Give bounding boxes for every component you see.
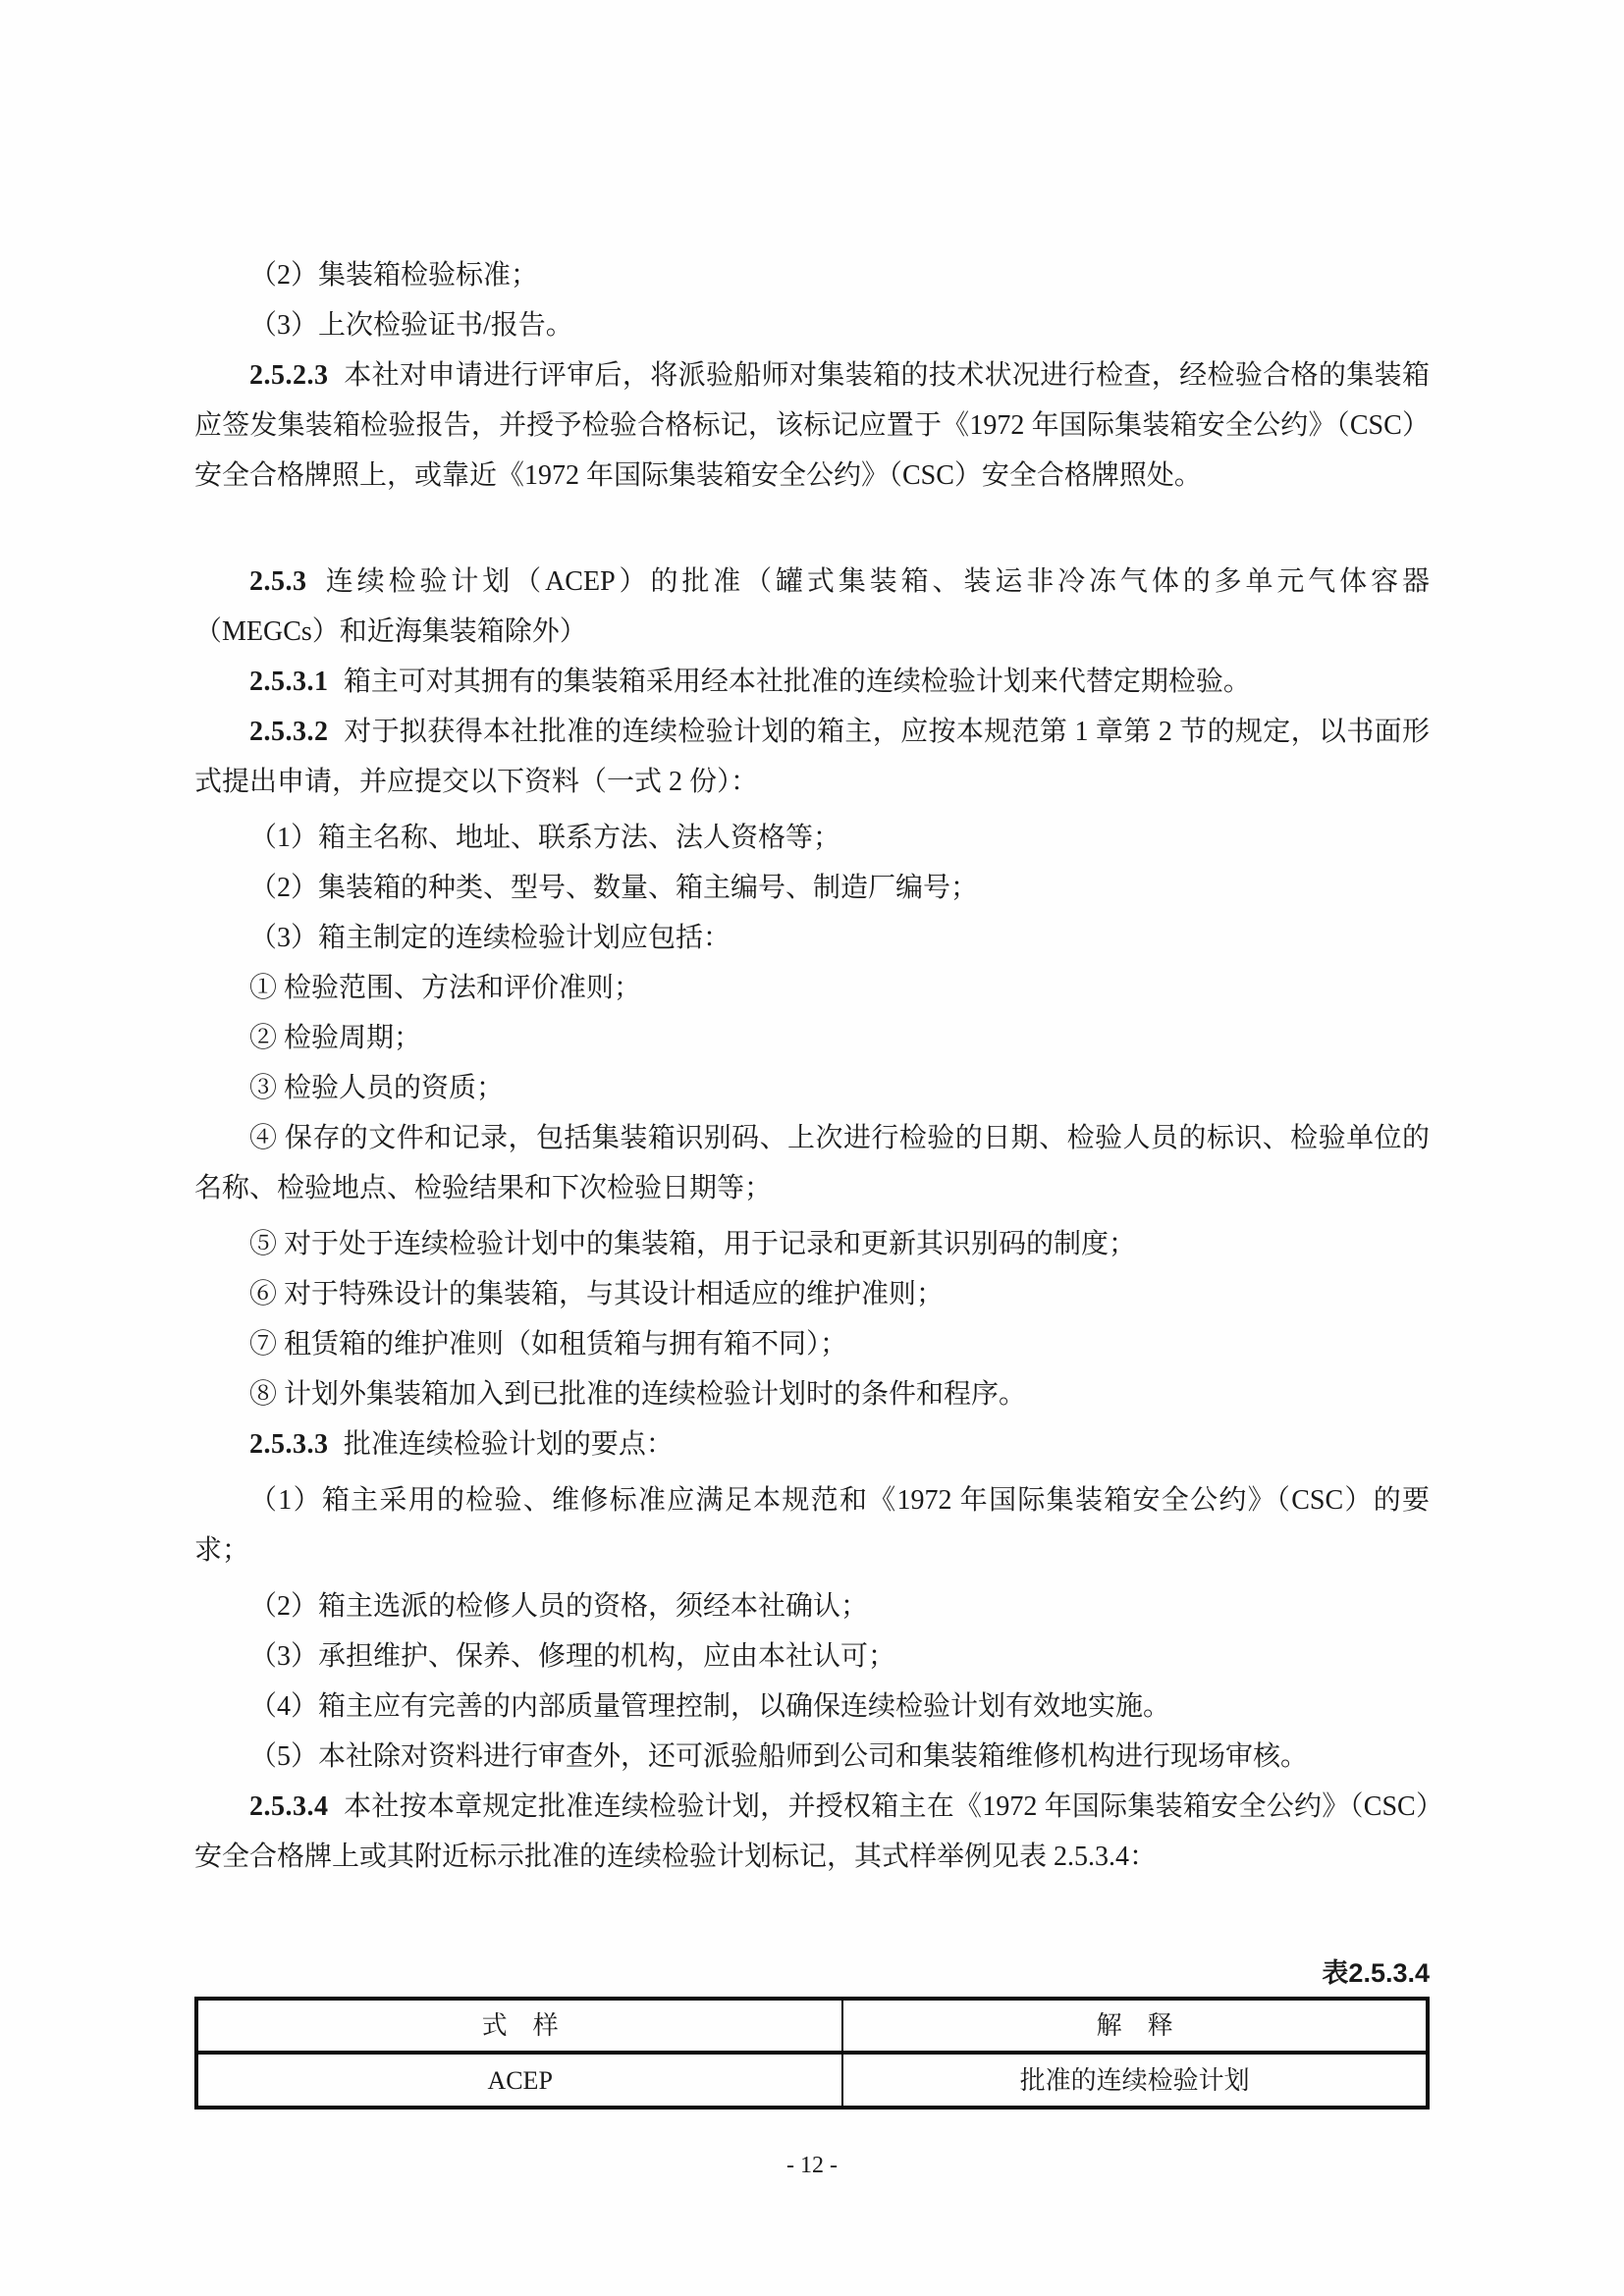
paragraph-text: （1）箱主名称、地址、联系方法、法人资格等； [249,823,841,853]
paragraph-text: ⑥ 对于特殊设计的集装箱，与其设计相适应的维护准则； [249,1279,945,1309]
list-item [194,1013,1430,1063]
list-item [194,250,1430,300]
section-number: 2.5.3.1 [249,667,329,697]
paragraph-text: 本社对申请进行评审后，将派验船师对集装箱的技术状况进行检查，经检验合格的集装箱应签发集装箱检验报告，并授予检验合格标记，该标记应置于《1972 年国际集装箱安全公约》（CSC）安全合格牌照上，或靠近《1972 年国际集装箱安全公约》（CSC）安全合格牌照处。 [194,360,1430,491]
section-number: 2.5.3.2 [249,717,329,747]
paragraph-text: ⑧ 计划外集装箱加入到已批准的连续检验计划时的条件和程序。 [249,1379,1027,1410]
section-paragraph [194,1419,1430,1469]
paragraph-text: （2）箱主选派的检修人员的资格，须经本社确认； [249,1591,869,1622]
list-item [194,1475,1430,1575]
list-item [194,1219,1430,1269]
section-number: 2.5.3.4 [249,1791,329,1822]
list-item [194,963,1430,1013]
table-header-row [196,1999,1428,2053]
paragraph-text: ③ 检验人员的资质； [249,1073,505,1103]
list-item [194,1269,1430,1319]
paragraph-text: ⑦ 租赁箱的维护准则（如租赁箱与拥有箱不同）； [249,1329,848,1360]
table-header-explanation: 解 释 [842,1999,1428,2053]
paragraph-text: ⑤ 对于处于连续检验计划中的集装箱，用于记录和更新其识别码的制度； [249,1229,1137,1259]
list-item [194,1063,1430,1113]
paragraph-text: （2）集装箱检验标准； [249,260,539,291]
list-item [194,1682,1430,1732]
paragraph-text: 本社按本章规定批准连续检验计划，并授权箱主在《1972 年国际集装箱安全公约》（CSC）安全合格牌上或其附近标示批准的连续检验计划标记，其式样举例见表 2.5.3.4： [194,1791,1430,1872]
table-header-style: 式 样 [196,1999,842,2053]
list-item [194,1732,1430,1782]
paragraph-text: （3）承担维护、保养、修理的机构，应由本社认可； [249,1641,896,1672]
paragraph-text: （5）本社除对资料进行审查外，还可派验船师到公司和集装箱维修机构进行现场审核。 [249,1741,1309,1772]
paragraph-text: （2）集装箱的种类、型号、数量、箱主编号、制造厂编号； [249,873,979,903]
paragraph-text: ② 检验周期； [249,1023,422,1053]
page-number: - 12 - [786,2153,838,2178]
list-item [194,813,1430,863]
document-body [194,250,1430,1882]
paragraph-text: （4）箱主应有完善的内部质量管理控制，以确保连续检验计划有效地实施。 [249,1691,1171,1722]
list-item [194,913,1430,963]
paragraph-text: （3）上次检验证书/报告。 [249,310,573,341]
list-item [194,1369,1430,1419]
list-item [194,300,1430,350]
section-paragraph [194,657,1430,707]
section-paragraph [194,707,1430,807]
section-number: 2.5.3 [249,566,307,597]
list-item [194,1631,1430,1682]
section-paragraph [194,350,1430,501]
paragraph-text: 对于拟获得本社批准的连续检验计划的箱主，应按本规范第 1 章第 2 节的规定，以书面形式提出申请，并应提交以下资料（一式 2 份）： [194,717,1430,797]
list-item [194,1319,1430,1369]
table-caption: 表2.5.3.4 [1322,1958,1430,1988]
paragraph-text: 连续检验计划（ACEP）的批准（罐式集装箱、装运非冷冻气体的多单元气体容器（MEGCs）和近海集装箱除外） [194,566,1430,647]
paragraph-text: 批准连续检验计划的要点： [343,1429,674,1460]
paragraph-text: ④ 保存的文件和记录，包括集装箱识别码、上次进行检验的日期、检验人员的标识、检验单位的名称、检验地点、检验结果和下次检验日期等； [194,1123,1430,1203]
list-item [194,1581,1430,1631]
paragraph-text: 箱主可对其拥有的集装箱采用经本社批准的连续检验计划来代替定期检验。 [343,667,1251,697]
paragraph-text: ① 检验范围、方法和评价准则； [249,973,642,1003]
list-item [194,1113,1430,1213]
list-item [194,863,1430,913]
mark-sample-table [194,1997,1430,2109]
table-row [196,2053,1428,2108]
section-paragraph [194,1782,1430,1882]
section-number: 2.5.2.3 [249,360,329,391]
section-paragraph [194,557,1430,657]
paragraph-text: （3）箱主制定的连续检验计划应包括： [249,923,731,953]
table-cell-meaning: 批准的连续检验计划 [842,2053,1428,2108]
table-cell-mark: ACEP [487,2065,553,2095]
paragraph-text: （1）箱主采用的检验、维修标准应满足本规范和《1972 年国际集装箱安全公约》（CSC）的要求； [194,1485,1430,1566]
section-number: 2.5.3.3 [249,1429,329,1460]
